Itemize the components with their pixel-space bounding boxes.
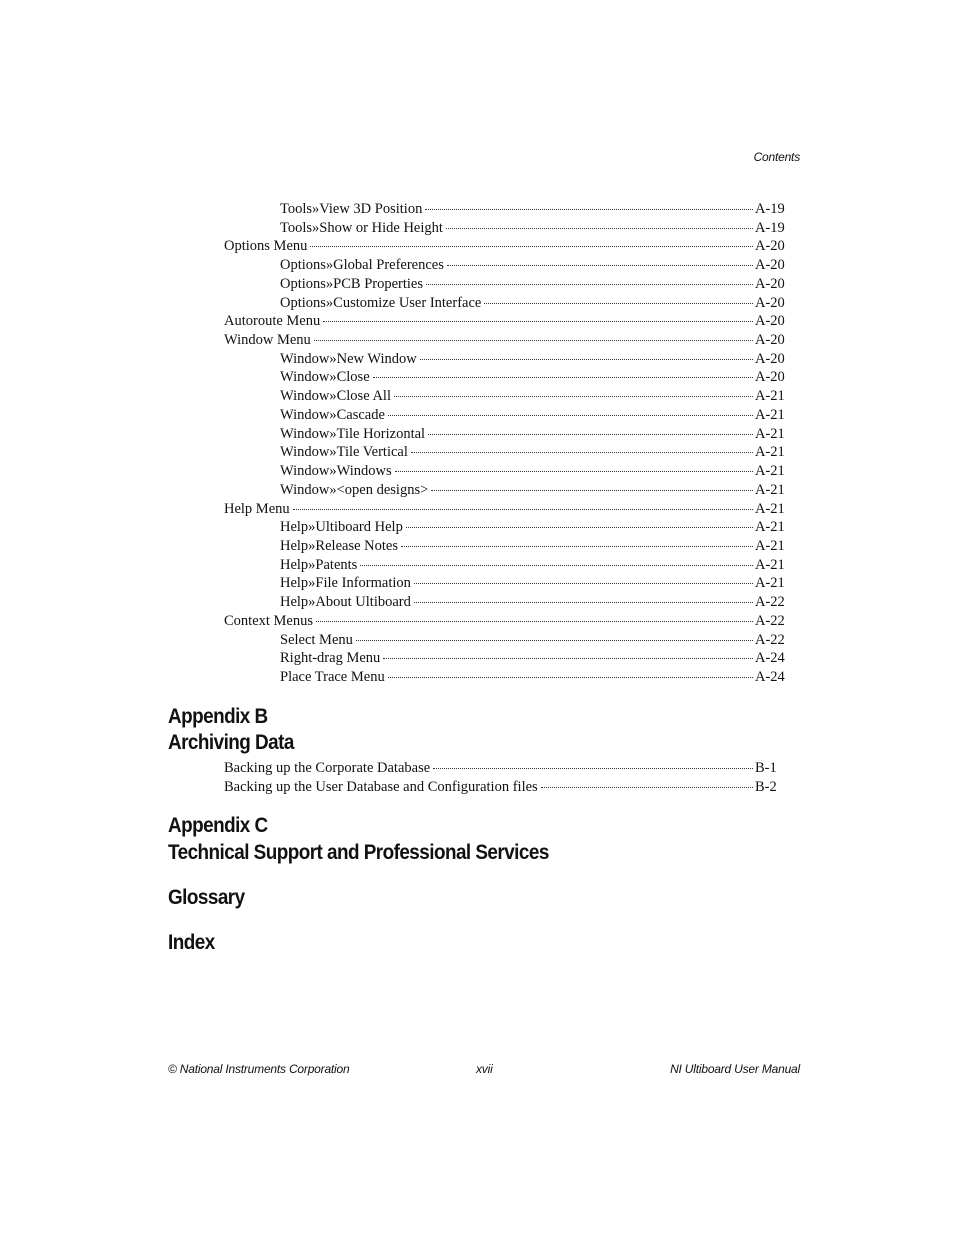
toc-entry[interactable] — [280, 368, 788, 387]
toc-entry[interactable] — [280, 518, 788, 537]
toc-entry-title: Window»Tile Vertical — [280, 444, 408, 461]
toc-entry-page: A-21 — [755, 425, 785, 442]
toc-entry[interactable] — [280, 406, 788, 425]
index-heading[interactable]: Index — [168, 931, 215, 954]
toc-entry-page: A-20 — [755, 369, 785, 386]
toc-entry-page: A-21 — [755, 556, 785, 573]
toc-entry-page: A-21 — [755, 388, 785, 405]
appendix-c-label[interactable]: Appendix C — [168, 814, 268, 837]
toc-entry-page: A-22 — [755, 612, 785, 629]
toc-entry-page: A-21 — [755, 463, 785, 480]
dot-leader — [411, 452, 753, 453]
toc-entry[interactable] — [280, 574, 788, 593]
toc-entry[interactable] — [280, 556, 788, 575]
toc-entry-page: A-21 — [755, 500, 785, 517]
toc-entry-page: A-21 — [755, 444, 785, 461]
toc-entry[interactable] — [224, 331, 788, 350]
toc-entry[interactable] — [280, 387, 788, 406]
toc-entry[interactable] — [224, 237, 788, 256]
toc-entry-title: Window Menu — [224, 332, 311, 349]
toc-entry-title: Backing up the Corporate Database — [224, 760, 431, 776]
toc-entry-page: B-2 — [755, 779, 777, 795]
appendix-b-title[interactable]: Archiving Data — [168, 731, 294, 754]
dot-leader — [316, 621, 753, 622]
dot-leader — [426, 284, 753, 285]
toc-entry[interactable] — [280, 200, 788, 219]
dot-leader — [401, 546, 753, 547]
dot-leader — [425, 209, 753, 210]
toc-entry-page: A-24 — [755, 669, 785, 685]
toc-entry[interactable] — [280, 294, 788, 313]
footer-manual-title: NI Ultiboard User Manual — [670, 1062, 800, 1076]
toc-entry-title: Help»About Ultiboard — [280, 594, 411, 611]
toc-entry-page: A-20 — [755, 332, 785, 349]
toc-entry-title: Options»Customize User Interface — [280, 294, 482, 311]
toc-entry[interactable] — [280, 275, 788, 294]
toc-entry-page: A-20 — [755, 313, 785, 330]
toc-entry-page: A-20 — [755, 238, 785, 255]
appendix-c-title[interactable]: Technical Support and Professional Services — [168, 841, 549, 864]
toc-entry[interactable] — [280, 350, 788, 369]
toc-entry-page: A-24 — [755, 650, 785, 667]
dot-leader — [541, 787, 753, 788]
toc-entry[interactable] — [224, 759, 788, 778]
dot-leader — [414, 602, 753, 603]
toc-entry-title: Window»Close All — [280, 388, 391, 405]
toc-entry-title: Window»Tile Horizontal — [280, 425, 426, 442]
toc-entry-title: Help»Patents — [280, 556, 358, 573]
toc-entry-title: Tools»View 3D Position — [280, 201, 423, 217]
dot-leader — [373, 377, 753, 378]
toc-entry-title: Window»New Window — [280, 350, 417, 367]
toc-entry-page: A-20 — [755, 275, 785, 292]
dot-leader — [388, 415, 753, 416]
toc-entry[interactable] — [280, 481, 788, 500]
toc-entry-page: A-22 — [755, 631, 785, 648]
toc-entry-page: A-21 — [755, 406, 785, 423]
toc-entry-title: Tools»Show or Hide Height — [280, 219, 443, 236]
toc-entry[interactable] — [280, 537, 788, 556]
toc-entry-title: Right-drag Menu — [280, 650, 381, 667]
toc-entry-page: A-20 — [755, 257, 785, 274]
toc-entry[interactable] — [224, 312, 788, 331]
dot-leader — [310, 246, 753, 247]
toc-entry[interactable] — [280, 443, 788, 462]
toc-entry-title: Window»Cascade — [280, 406, 385, 423]
toc-entry-title: Window»<open designs> — [280, 481, 429, 498]
toc-entry[interactable] — [224, 778, 788, 797]
toc-entry-page: A-20 — [755, 350, 785, 367]
dot-leader — [414, 583, 753, 584]
toc-entry-title: Help»Ultiboard Help — [280, 519, 403, 536]
toc-entry[interactable] — [280, 462, 788, 481]
dot-leader — [356, 640, 753, 641]
toc-entry-title: Autoroute Menu — [224, 313, 321, 330]
toc-entry-page: A-21 — [755, 519, 785, 536]
dot-leader — [431, 490, 753, 491]
toc-entry-page: A-20 — [755, 294, 785, 311]
toc-entry[interactable] — [280, 649, 788, 668]
dot-leader — [428, 434, 753, 435]
dot-leader — [314, 340, 753, 341]
dot-leader — [293, 509, 753, 510]
footer-copyright: © National Instruments Corporation — [168, 1062, 350, 1076]
toc-entry-title: Context Menus — [224, 612, 314, 629]
dot-leader — [406, 527, 753, 528]
toc-entry-page: A-19 — [755, 201, 785, 217]
toc-entry-page: A-19 — [755, 219, 785, 236]
toc-entry[interactable] — [280, 425, 788, 444]
toc-entry-title: Window»Windows — [280, 463, 392, 480]
toc-entry-title: Place Trace Menu — [280, 669, 385, 685]
toc-entry-page: A-21 — [755, 575, 785, 592]
toc-entry-title: Help»File Information — [280, 575, 411, 592]
toc-entry-title: Help»Release Notes — [280, 537, 398, 554]
dot-leader — [394, 396, 753, 397]
toc-entry-title: Options Menu — [224, 238, 308, 255]
toc-entry-title: Help Menu — [224, 500, 290, 517]
toc-entry[interactable] — [280, 593, 788, 612]
glossary-heading[interactable]: Glossary — [168, 886, 245, 909]
toc-entry[interactable] — [280, 631, 788, 650]
toc-entry[interactable] — [224, 500, 788, 519]
dot-leader — [484, 303, 753, 304]
dot-leader — [433, 768, 753, 769]
toc-entry-page: B-1 — [755, 760, 777, 776]
toc-entry[interactable] — [280, 668, 788, 687]
dot-leader — [420, 359, 753, 360]
toc-entry[interactable] — [224, 612, 788, 631]
toc-entry-page: A-21 — [755, 537, 785, 554]
toc-entry-title: Backing up the User Database and Configuration files — [224, 779, 538, 795]
toc-entry-page: A-21 — [755, 481, 785, 498]
dot-leader — [395, 471, 753, 472]
dot-leader — [360, 565, 753, 566]
toc-entry[interactable] — [280, 256, 788, 275]
toc-entry-title: Select Menu — [280, 631, 353, 648]
dot-leader — [446, 228, 753, 229]
dot-leader — [447, 265, 753, 266]
toc-entry-title: Options»PCB Properties — [280, 275, 423, 292]
toc-entry-title: Window»Close — [280, 369, 370, 386]
dot-leader — [388, 677, 753, 678]
running-header: Contents — [753, 150, 800, 164]
toc-entry-title: Options»Global Preferences — [280, 257, 444, 274]
toc-entry[interactable] — [280, 219, 788, 238]
appendix-b-label[interactable]: Appendix B — [168, 705, 268, 728]
footer-page-number: xvii — [476, 1062, 493, 1076]
dot-leader — [383, 658, 753, 659]
dot-leader — [323, 321, 753, 322]
toc-entry-page: A-22 — [755, 594, 785, 611]
